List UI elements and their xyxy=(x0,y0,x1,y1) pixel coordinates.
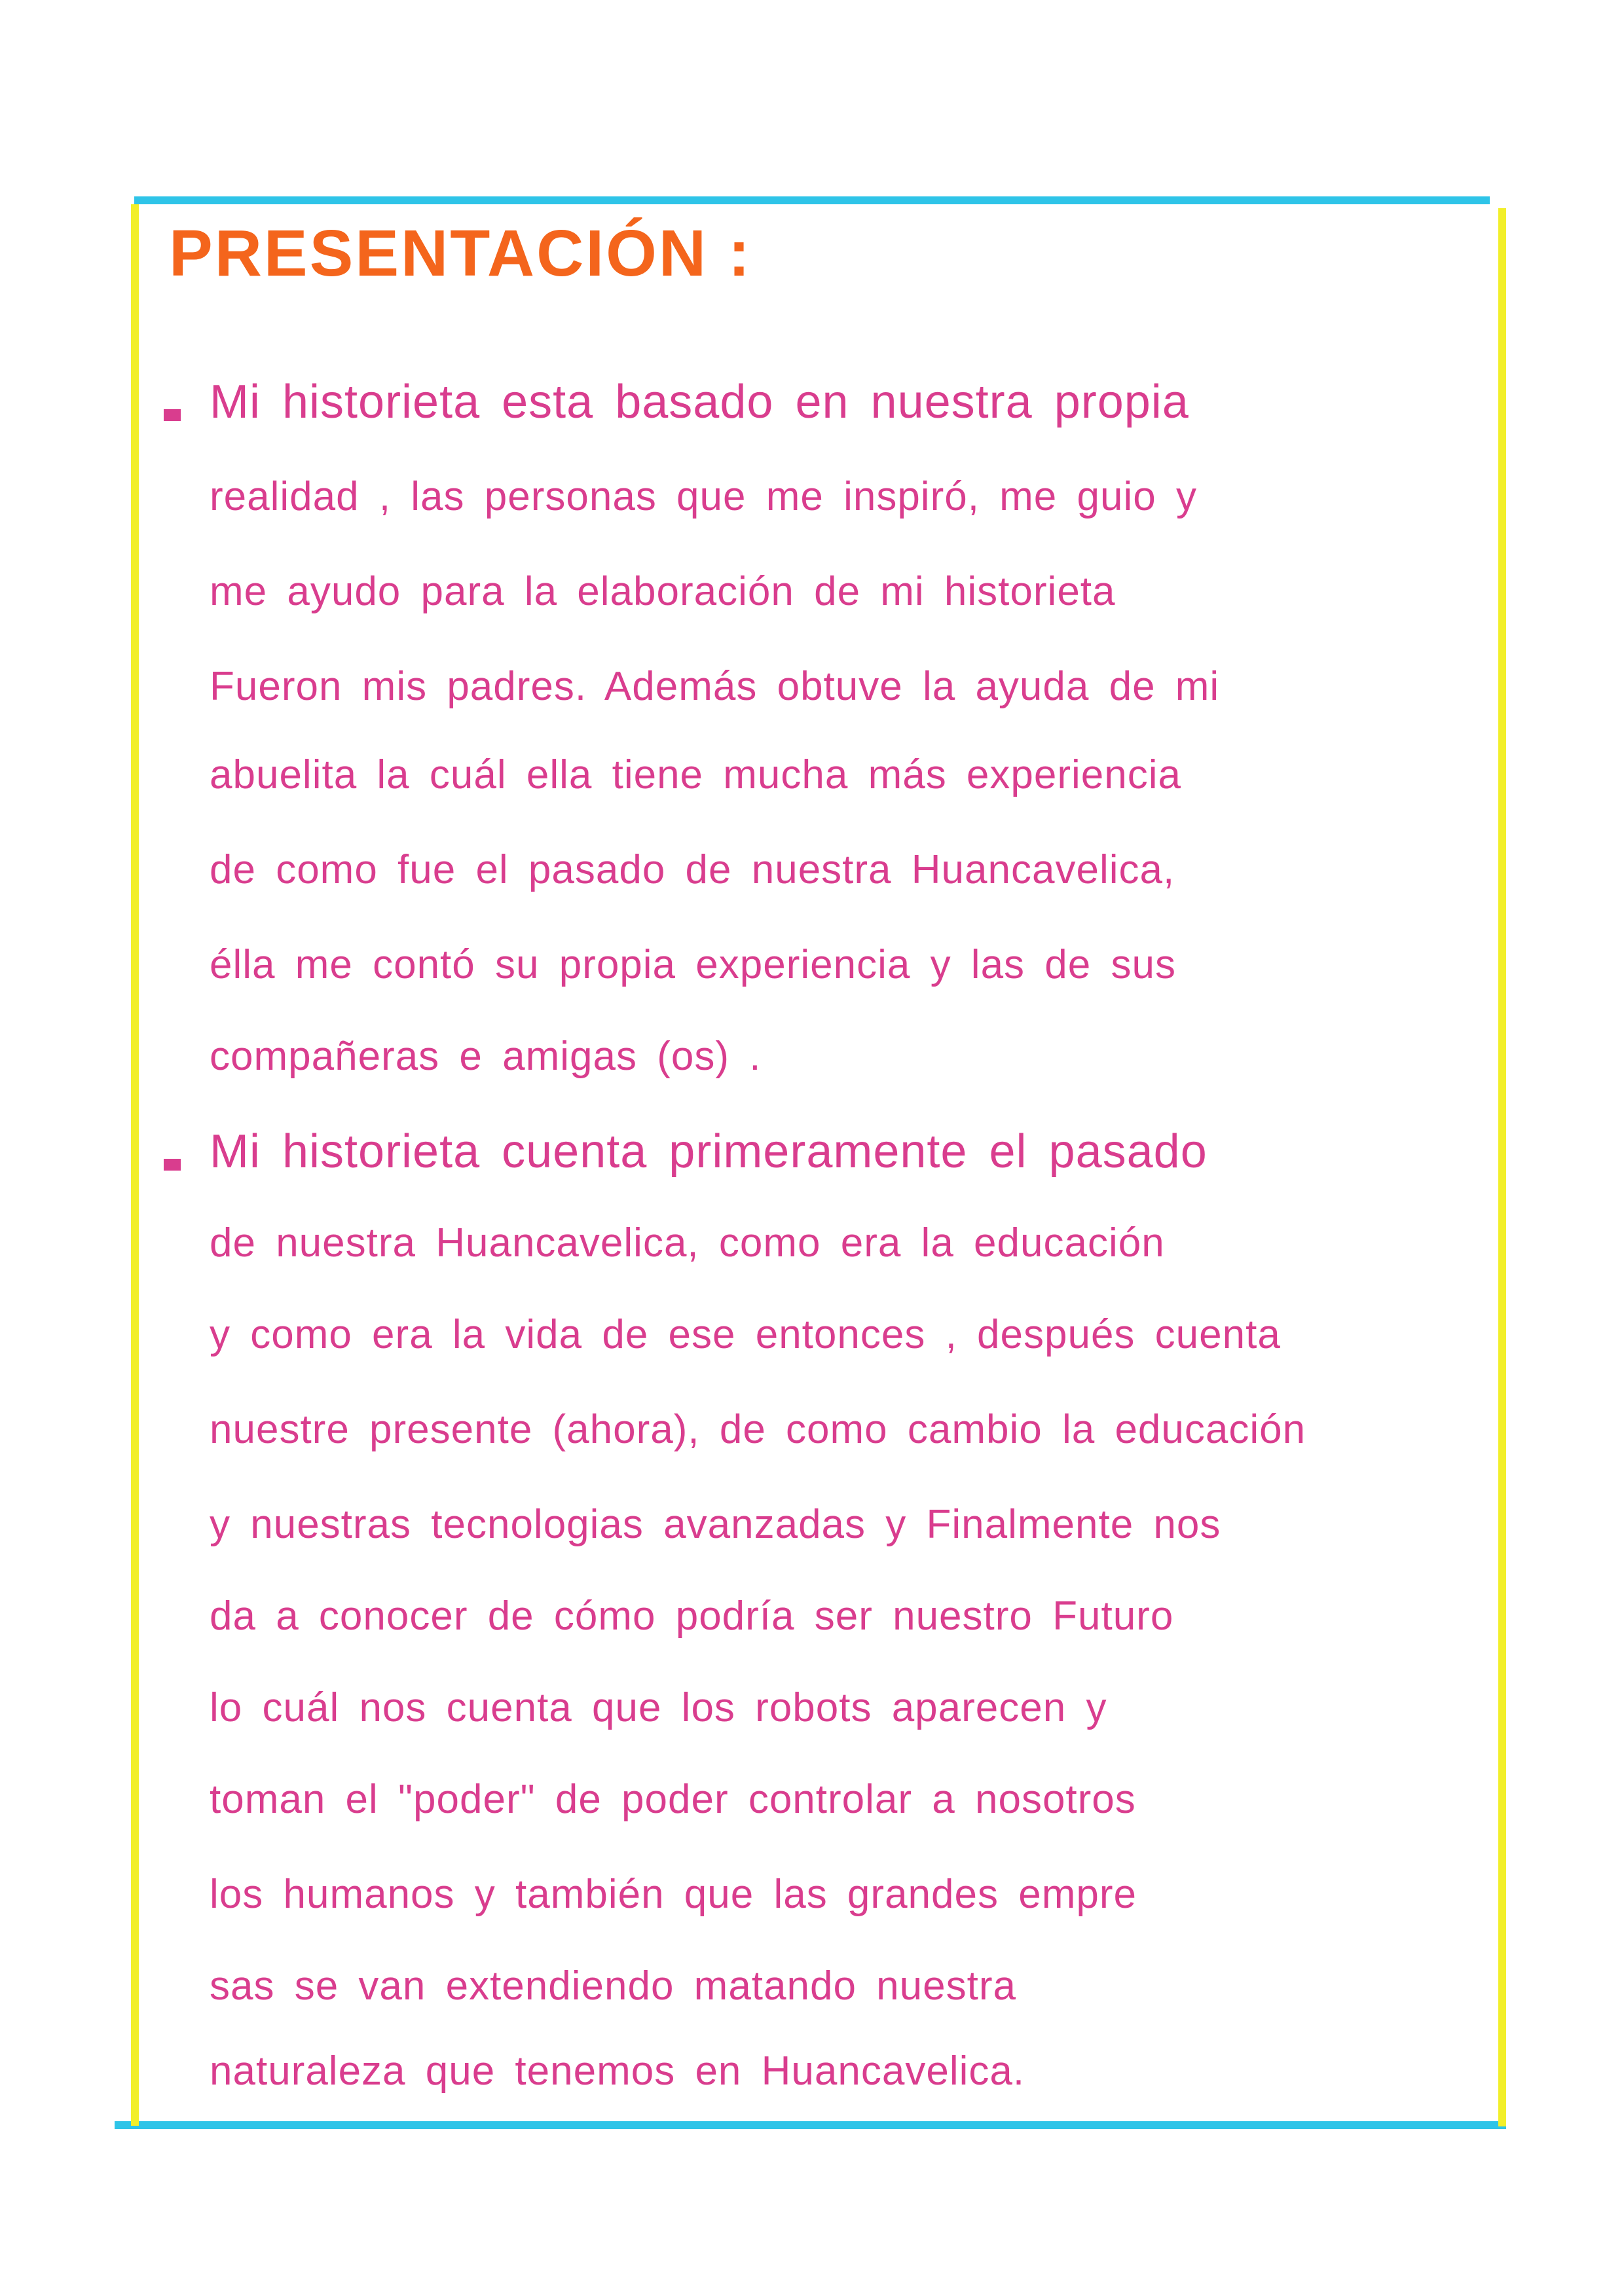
text-line: me ayudo para la elaboración de mi historieta xyxy=(210,569,1116,614)
text-line: élla me contó su propia experiencia y las de sus xyxy=(210,942,1176,987)
text-line: y como era la vida de ese entonces , después cuenta xyxy=(210,1312,1281,1357)
bullet-2 xyxy=(164,1159,181,1171)
text-line: los humanos y también que las grandes empre xyxy=(210,1872,1137,1917)
bullet-1 xyxy=(164,409,181,421)
text-line: Fueron mis padres. Además obtuve la ayuda de mi xyxy=(210,664,1220,709)
text-line: compañeras e amigas (os) . xyxy=(210,1034,762,1079)
text-line: naturaleza que tenemos en Huancavelica. xyxy=(210,2049,1025,2094)
text-line: abuelita la cuál ella tiene mucha más experiencia xyxy=(210,752,1182,797)
text-line: sas se van extendiendo matando nuestra xyxy=(210,1963,1016,2009)
text-line: de como fue el pasado de nuestra Huancavelica, xyxy=(210,847,1175,892)
border-left xyxy=(131,204,139,2126)
border-right xyxy=(1498,208,1506,2126)
text-line: y nuestras tecnologias avanzadas y Finalmente nos xyxy=(210,1502,1221,1547)
text-line: realidad , las personas que me inspiró, me guio y xyxy=(210,474,1197,519)
text-line: Mi historieta esta basado en nuestra propia xyxy=(210,376,1189,428)
text-line: da a conocer de cómo podría ser nuestro Futuro xyxy=(210,1594,1174,1639)
text-line: Mi historieta cuenta primeramente el pasado xyxy=(210,1125,1208,1178)
text-line: toman el "poder" de poder controlar a nosotros xyxy=(210,1777,1136,1822)
border-bottom xyxy=(115,2121,1506,2129)
text-line: nuestre presente (ahora), de como cambio la educación xyxy=(210,1407,1306,1452)
border-top xyxy=(134,196,1490,204)
text-line: lo cuál nos cuenta que los robots aparecen y xyxy=(210,1685,1107,1730)
text-line: de nuestra Huancavelica, como era la educación xyxy=(210,1220,1165,1266)
page-title: PRESENTACIÓN : xyxy=(169,217,752,290)
